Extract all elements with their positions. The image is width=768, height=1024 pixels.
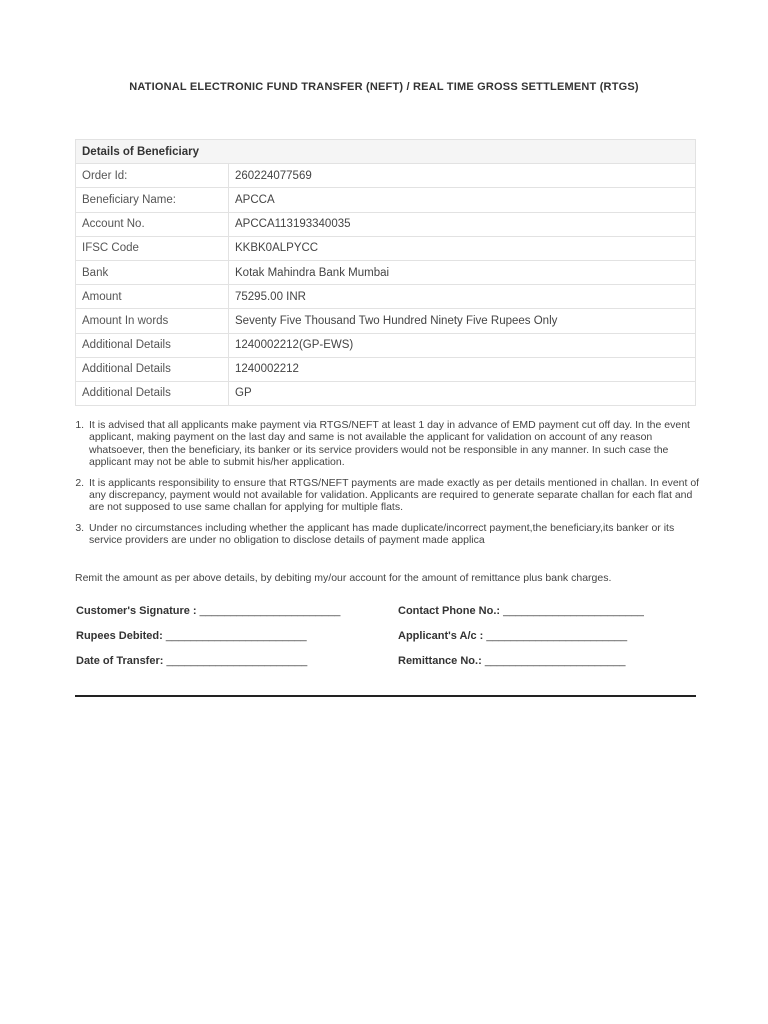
table-row	[76, 260, 696, 284]
applicant-ac-label: Applicant's A/c :	[398, 630, 484, 642]
bottom-divider	[75, 695, 696, 697]
table-row	[76, 333, 696, 357]
row-label: Amount	[76, 285, 229, 309]
customer-signature-label: Customer's Signature :	[76, 605, 197, 617]
row-value: APCCA113193340035	[229, 212, 696, 236]
remittance-no-label: Remittance No.:	[398, 655, 482, 667]
table-header-row	[76, 140, 696, 164]
applicant-ac-field	[398, 630, 627, 642]
table-row	[76, 164, 696, 188]
date-of-transfer-label: Date of Transfer:	[76, 655, 164, 667]
rupees-debited-field	[76, 630, 307, 642]
row-value: Kotak Mahindra Bank Mumbai	[229, 260, 696, 284]
row-value: GP	[229, 381, 696, 405]
row-label: IFSC Code	[76, 236, 229, 260]
table-row	[76, 212, 696, 236]
beneficiary-table	[75, 139, 696, 406]
table-row	[76, 285, 696, 309]
table-row	[76, 357, 696, 381]
table-row	[76, 236, 696, 260]
note-item: 1. It is advised that all applicants make payment via RTGS/NEFT at least 1 day in advance of EMD payment cut off day. In the event applicant, making payment on the last day and same is not available the applicant for validation on account of any reason whatsoever, then the beneficiary, its banker or its service providers would not be responsible in any manner. In such case the applicant may not be able to submit his/her application.	[87, 419, 709, 469]
date-of-transfer-blank: _______________________	[166, 655, 308, 667]
customer-signature-field	[76, 605, 340, 617]
contact-phone-label: Contact Phone No.:	[398, 605, 501, 617]
row-label: Amount In words	[76, 309, 229, 333]
contact-phone-blank: _______________________	[503, 605, 644, 617]
row-value: 1240002212(GP-EWS)	[229, 333, 696, 357]
rupees-debited-blank: _______________________	[165, 630, 307, 642]
row-label: Additional Details	[76, 333, 229, 357]
row-value: 1240002212	[229, 357, 696, 381]
row-value: 75295.00 INR	[229, 285, 696, 309]
note-item: 3. Under no circumstances including whether the applicant has made duplicate/incorrect payment,the beneficiary,its banker or its service providers are under no obligation to disclose details of payment made applica	[87, 522, 709, 547]
table-row	[76, 309, 696, 333]
date-of-transfer-field	[76, 655, 307, 667]
remittance-no-field	[398, 655, 626, 667]
row-label: Order Id:	[76, 164, 229, 188]
notes-list	[70, 419, 709, 555]
table-row	[76, 381, 696, 405]
contact-phone-field	[398, 605, 644, 617]
applicant-ac-blank: _______________________	[486, 630, 628, 642]
table-heading: Details of Beneficiary	[76, 140, 696, 164]
row-label: Beneficiary Name:	[76, 188, 229, 212]
note-item: 2. It is applicants responsibility to ensure that RTGS/NEFT payments are made exactly as per details mentioned in challan. In event of any discrepancy, payment would not available for validation. Applicants are required to generate separate challan for each flat and are not supposed to use same challan for applying for multiple flats.	[87, 477, 709, 514]
row-label: Bank	[76, 260, 229, 284]
row-label: Additional Details	[76, 381, 229, 405]
customer-signature-blank: _______________________	[199, 605, 341, 617]
table-row	[76, 188, 696, 212]
rupees-debited-label: Rupees Debited:	[76, 630, 163, 642]
remit-instruction: Remit the amount as per above details, by debiting my/our account for the amount of remittance plus bank charges.	[75, 572, 612, 584]
row-label: Account No.	[76, 212, 229, 236]
row-label: Additional Details	[76, 357, 229, 381]
row-value: APCCA	[229, 188, 696, 212]
row-value: 260224077569	[229, 164, 696, 188]
row-value: KKBK0ALPYCC	[229, 236, 696, 260]
remittance-no-blank: _______________________	[484, 655, 626, 667]
row-value: Seventy Five Thousand Two Hundred Ninety Five Rupees Only	[229, 309, 696, 333]
document-title: NATIONAL ELECTRONIC FUND TRANSFER (NEFT) / REAL TIME GROSS SETTLEMENT (RTGS)	[129, 81, 639, 93]
